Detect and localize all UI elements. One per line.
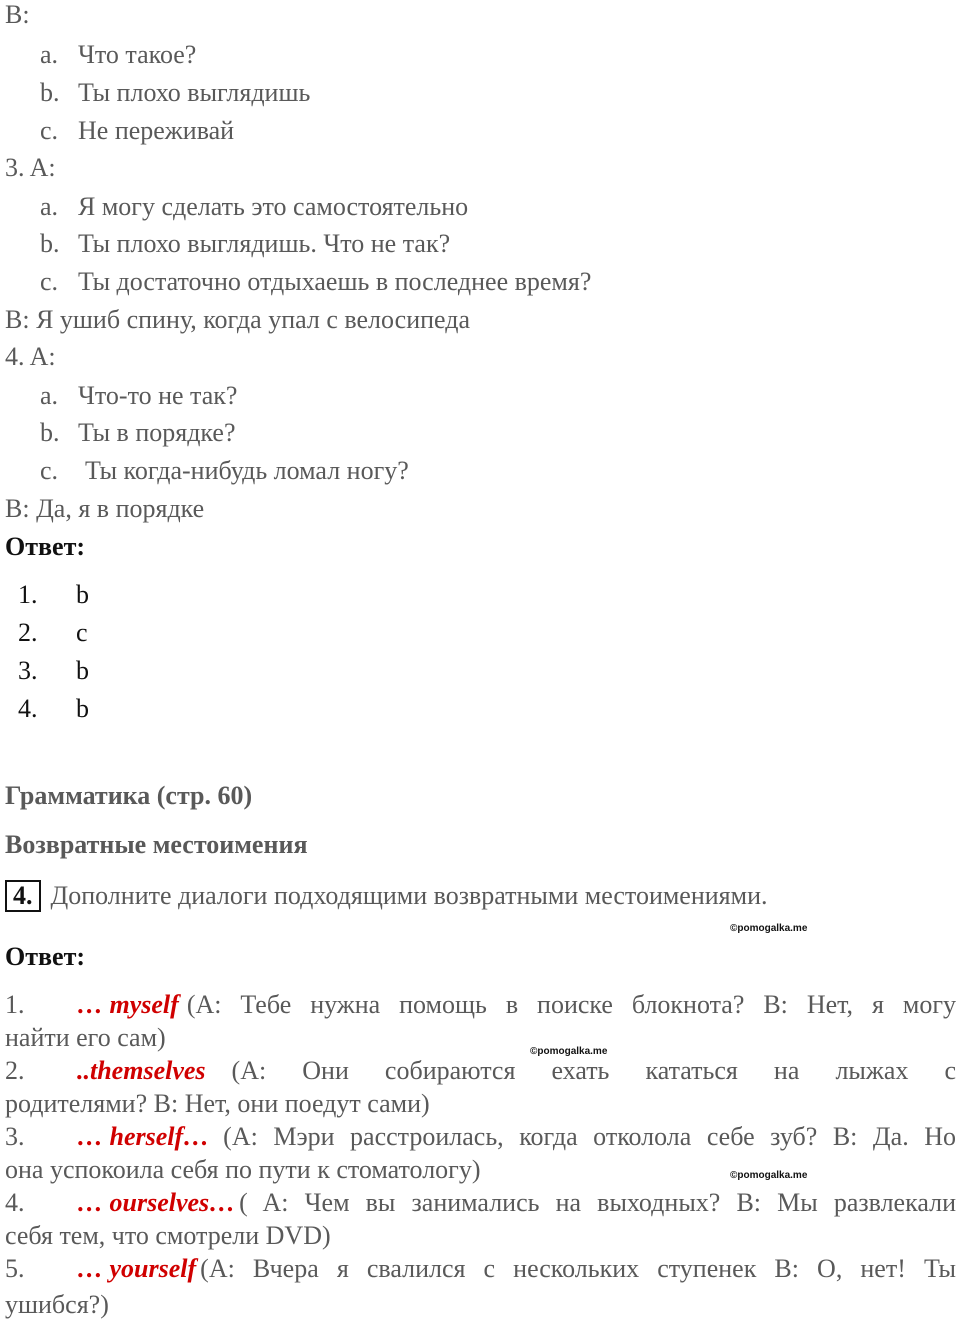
answer-heading: Ответ: — [5, 532, 86, 561]
answer-text-cont: себя тем, что смотрели DVD) — [5, 1221, 331, 1250]
dialog-4-a-label: 4. A: — [5, 342, 56, 371]
answer-num: 3. — [18, 656, 38, 685]
answer-heading: Ответ: — [5, 942, 86, 971]
answer-num: 1. — [5, 990, 25, 1019]
answer-text: ( A: Чем вы занимались на выходных? B: Мы развлекали — [239, 1188, 956, 1217]
answer-pronoun: ..themselves — [77, 1056, 206, 1085]
dialog-4-b-line: B: Да, я в порядке — [5, 494, 205, 523]
option-letter: b. — [40, 229, 60, 258]
answer-text-cont: она успокоила себя по пути к стоматологу) — [5, 1155, 481, 1184]
answer-item-line — [5, 1254, 956, 1284]
option-letter: c. — [40, 456, 59, 485]
option-text: Я могу сделать это самостоятельно — [78, 192, 469, 221]
answer-num: 3. — [5, 1122, 25, 1151]
answer-item-line — [5, 990, 956, 1020]
answer-text: (A: Тебе нужна помощь в поиске блокнота? B: Нет, я могу — [186, 990, 956, 1019]
section-title: Грамматика (стр. 60) — [5, 781, 253, 810]
option-letter: c. — [40, 116, 59, 145]
dialog-3-b-line: B: Я ушиб спину, когда упал с велосипеда — [5, 305, 471, 334]
section-subtitle: Возвратные местоимения — [5, 830, 308, 859]
option-letter: a. — [40, 40, 59, 69]
option-text: Ты когда-нибудь ломал ногу? — [85, 456, 409, 485]
task-number: 4. — [5, 880, 41, 912]
answer-num: 4. — [18, 694, 38, 723]
watermark: ©pomogalka.me — [530, 1046, 608, 1057]
watermark: ©pomogalka.me — [730, 1170, 808, 1181]
answer-value: c — [76, 618, 88, 647]
answer-item-line — [5, 1056, 956, 1086]
option-letter: b. — [40, 78, 60, 107]
answer-num: 2. — [5, 1056, 25, 1085]
option-letter: b. — [40, 418, 60, 447]
answer-text-cont: родителями? B: Нет, они поедут сами) — [5, 1089, 430, 1118]
option-letter: c. — [40, 267, 59, 296]
task-line — [5, 880, 768, 912]
answer-pronoun: … ourselves… — [77, 1188, 236, 1217]
answer-value: b — [76, 580, 89, 609]
answer-pronoun: … herself… — [77, 1122, 210, 1151]
answer-text: (A: Вчера я свалился с нескольких ступенек B: О, нет! Ты — [200, 1254, 956, 1283]
answer-num: 1. — [18, 580, 38, 609]
answer-pronoun: … myself — [77, 990, 179, 1019]
answer-text-cont: найти его сам) — [5, 1023, 166, 1052]
speaker-b-label: B: — [5, 0, 30, 29]
option-text: Ты плохо выглядишь — [78, 78, 311, 107]
option-letter: a. — [40, 381, 59, 410]
answer-item-line — [5, 1122, 956, 1152]
answer-item-line — [5, 1188, 956, 1218]
answer-text-cont: ушибся?) — [5, 1290, 109, 1319]
answer-text: (A: Они собираются ехать кататься на лыжах с — [231, 1056, 956, 1085]
option-text: Не переживай — [78, 116, 235, 145]
answer-value: b — [76, 694, 89, 723]
task-text: Дополните диалоги подходящими возвратными местоимениями. — [50, 881, 768, 910]
answer-num: 4. — [5, 1188, 25, 1217]
option-text: Что такое? — [78, 40, 197, 69]
option-text: Ты в порядке? — [78, 418, 236, 447]
answer-num: 2. — [18, 618, 38, 647]
dialog-3-a-label: 3. A: — [5, 153, 56, 182]
answer-value: b — [76, 656, 89, 685]
option-text: Ты достаточно отдыхаешь в последнее время? — [78, 267, 592, 296]
answer-text: (A: Мэри расстроилась, когда отколола себе зуб? B: Да. Но — [223, 1122, 956, 1151]
answer-num: 5. — [5, 1254, 25, 1283]
watermark: ©pomogalka.me — [730, 923, 808, 934]
option-text: Ты плохо выглядишь. Что не так? — [78, 229, 451, 258]
answer-pronoun: … yourself — [77, 1254, 197, 1283]
option-letter: a. — [40, 192, 59, 221]
option-text: Что-то не так? — [78, 381, 238, 410]
